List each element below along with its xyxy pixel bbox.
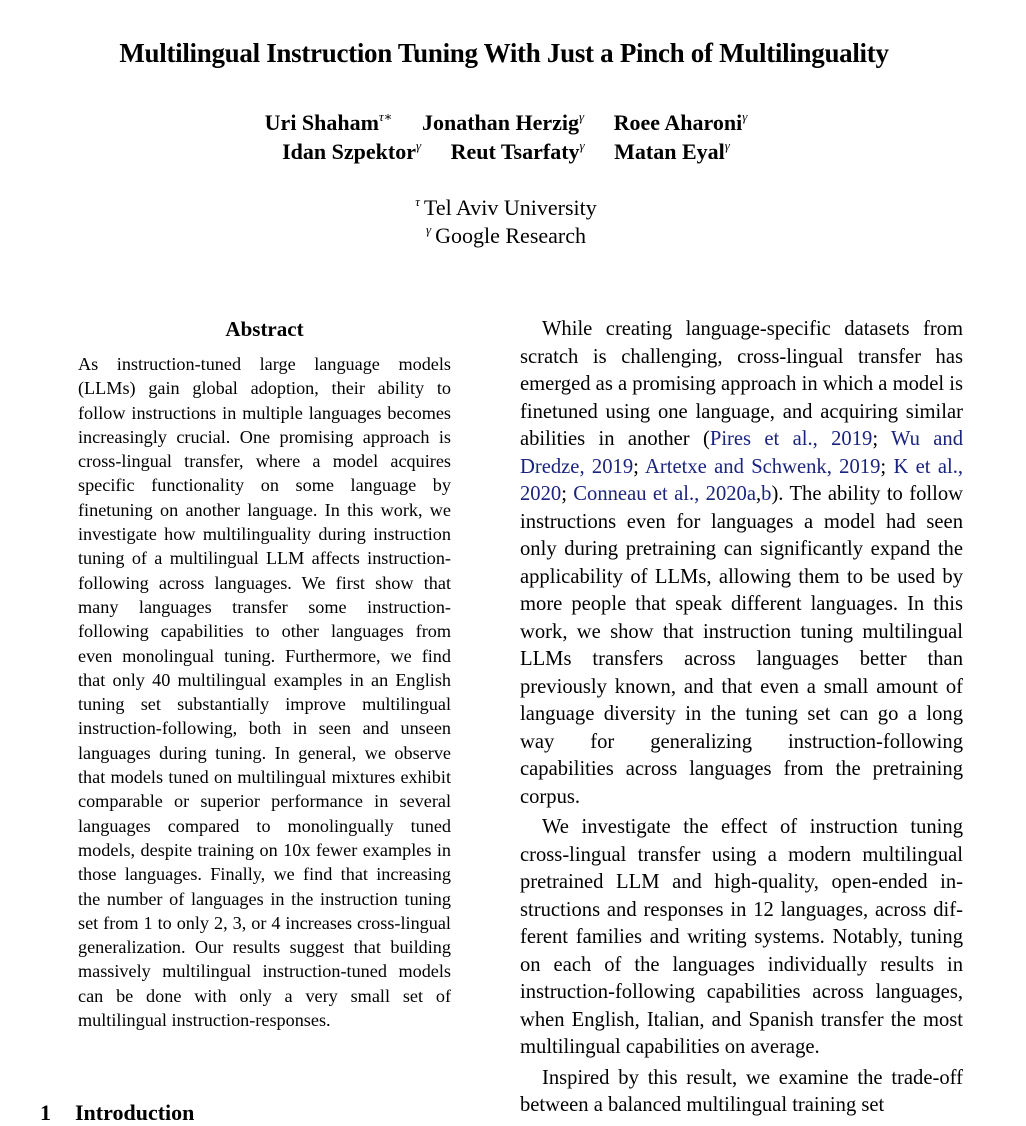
affiliation-mark [379, 109, 393, 124]
abstract-text: As instruction-tuned large language models (LLMs) gain global adoption, their ability to follow instructions in multiple languages becomes increasingly crucial. One promising approach is cross-lingual transfer, where a model acquires specific functionality on some language by finetuning on another language. In this work, we investigate how multilinguality during instruction tuning of a multilingual LLM affects instruction-following across languages. We first show that many languages transfer some instruction-following capabilities to other languages from even monolingual tuning. Furthermore, we find that only 40 multilingual examples in an English tuning set substantially improve multilingual instruction-following, both in seen and unseen languages during tuning. In general, we observe that models tuned on multilingual mixtures exhibit comparable or superior performance in several languages compared to monolingually tuned models, despite training on 10x fewer examples in those languages. Finally, we find that increasing the number of languages in the instruction tuning set from 1 to only 2, 3, or 4 increases cross-lingual generalization. Our results suggest that building massively multilingual instruction-tuned models can be done with only a very small set of multilingual instruction-responses. [78, 354, 451, 1031]
author [422, 110, 584, 135]
affiliation-block [0, 194, 1012, 250]
right-column [520, 316, 963, 1123]
affiliation-mark: γ [425, 222, 432, 237]
paragraph-text: ). The ability to follow instructions even for languages a model had seen only during pretraining can significantly expand the applicability of LLMs, allowing them to be used by more people that speak different languages. In this work, we show that instruction tuning multilingual LLMs transfers across languages better than previously known, and that even a small amount of language diversity in the tuning set can go a long way for generalizing instruction-following capabilities across languages from the pretraining corpus. [520, 483, 964, 808]
author-name: Matan Eyal [614, 139, 725, 164]
citation-link[interactable]: Conneau et al., 2020a [573, 483, 756, 505]
affiliation-symbol: τ [378, 109, 384, 124]
footnote-star: ∗ [383, 109, 393, 124]
citation-separator: ; [872, 428, 892, 450]
affiliation [0, 194, 1012, 222]
author [451, 139, 585, 164]
affiliation-name: Google Research [435, 223, 586, 248]
intro-paragraph-2: We investigate the effect of instruction tuning cross-lingual transfer using a modern multilingual pretrained LLM and high-quality, open-ended instructions and responses in 12 languages, across different families and writing systems. Notably, tuning on each of the languages individually results in instruction-following capabilities across languages, when English, Italian, and Spanish transfer the most multilingual capabilities on average. [520, 816, 963, 1058]
intro-paragraph-1 [520, 316, 963, 811]
intro-paragraph-3: Inspired by this result, we examine the trade-off between a balanced multilingual training set [520, 1066, 963, 1116]
left-column [78, 314, 451, 1032]
author-name: Roee Aharoni [613, 110, 743, 135]
author-name: Idan Szpektor [282, 139, 416, 164]
abstract-heading: Abstract [225, 317, 304, 341]
citation-separator: ; [880, 455, 894, 478]
affiliation-mark: γ [579, 138, 585, 153]
citation-link[interactable]: Pires et al., 2019 [709, 428, 873, 450]
affiliation-mark: τ [415, 194, 420, 209]
section-heading-introduction [40, 1100, 194, 1126]
affiliation-mark: γ [415, 138, 422, 153]
paragraph-text: While creating language-specific datasets from scratch is challenging, cross-lingual transfer has emerged as a promising approach in which a model is finetuned using one language, and acquiring similar abilities in another ( [520, 318, 963, 450]
affiliation-mark: γ [742, 109, 748, 124]
author-name: Reut Tsarfaty [450, 139, 580, 164]
citation-link[interactable]: Wu and Dredze, 2019 [520, 428, 964, 478]
affiliation [0, 222, 1012, 250]
citation-link[interactable]: b [761, 483, 772, 505]
author-name: Jonathan Herzig [421, 110, 580, 135]
author-row-2 [0, 137, 1012, 166]
author [282, 139, 421, 164]
citation-separator: , [755, 483, 762, 505]
author-block [0, 108, 1012, 166]
author-name: Uri Shaham [264, 110, 379, 135]
author [614, 139, 730, 164]
author-row-1 [0, 108, 1012, 137]
paper-title: Multilingual Instruction Tuning With Just a Pinch of Multilinguality [119, 38, 889, 68]
affiliation-mark: γ [579, 109, 585, 124]
section-number: 1 [40, 1100, 51, 1125]
citation-link[interactable]: K et al., 2020 [520, 455, 963, 505]
citation-separator: ; [633, 455, 646, 478]
author [265, 110, 393, 135]
affiliation-name: Tel Aviv University [423, 195, 597, 220]
section-title: Introduction [75, 1100, 195, 1125]
citation-separator: ; [561, 483, 574, 505]
citation-link[interactable]: Artetxe and Schwenk, 2019 [645, 455, 881, 478]
author [614, 110, 748, 135]
affiliation-mark: γ [724, 138, 730, 153]
